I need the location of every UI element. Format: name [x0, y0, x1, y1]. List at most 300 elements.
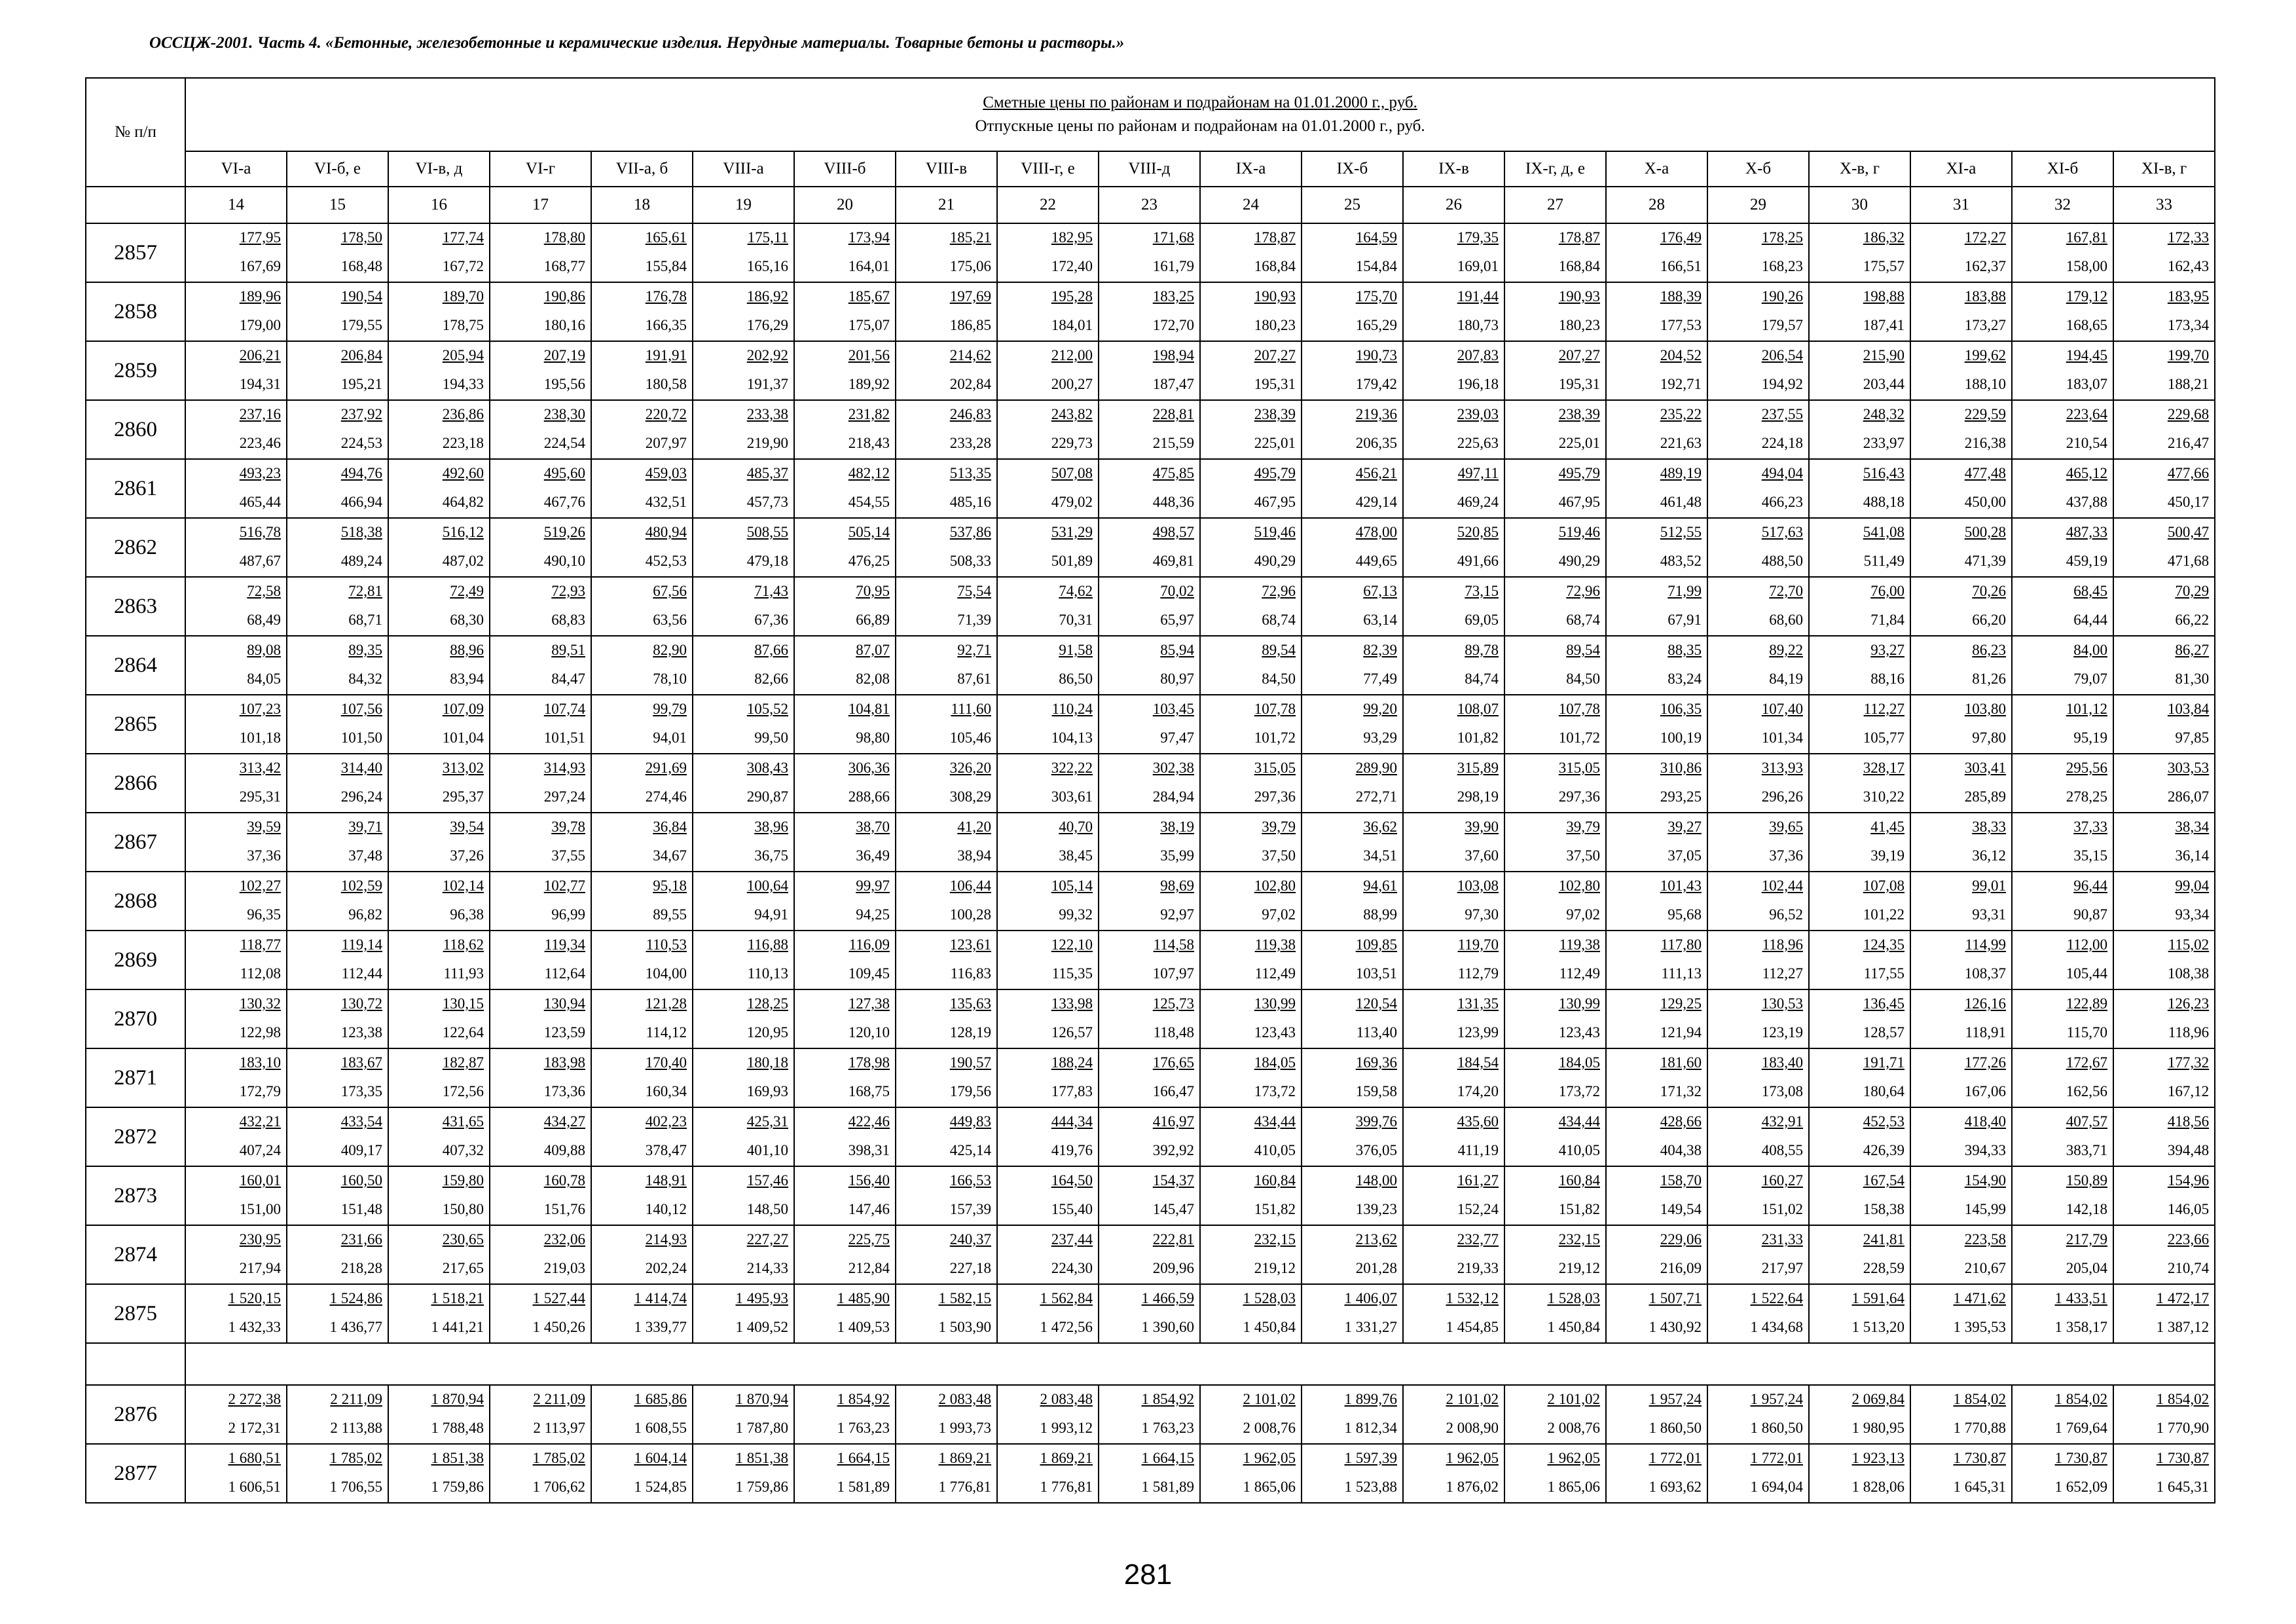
- wholesale-price: 2 113,97: [533, 1420, 585, 1436]
- estimate-price: 38,70: [856, 819, 890, 835]
- wholesale-price: 1 860,50: [1750, 1420, 1803, 1436]
- estimate-price: 94,61: [1363, 877, 1397, 894]
- wholesale-price: 64,44: [2073, 612, 2107, 628]
- region-header: VIII-а: [693, 151, 794, 187]
- wholesale-price: 212,84: [848, 1260, 890, 1276]
- estimate-price: 227,27: [746, 1231, 788, 1247]
- wholesale-price: 173,72: [1254, 1083, 1296, 1099]
- estimate-price: 189,70: [442, 288, 484, 304]
- estimate-price: 84,00: [2073, 642, 2107, 658]
- estimate-price: 130,53: [1761, 995, 1803, 1012]
- wholesale-price: 448,36: [1152, 494, 1194, 510]
- wholesale-price: 192,71: [1660, 376, 1702, 392]
- wholesale-price: 70,31: [1059, 612, 1093, 628]
- wholesale-price: 97,02: [1262, 906, 1296, 923]
- wholesale-price: 1 763,23: [837, 1420, 890, 1436]
- region-header-row: [86, 151, 2215, 187]
- price-cell: [1606, 400, 1707, 459]
- wholesale-price: 123,99: [1457, 1024, 1499, 1041]
- estimate-price: 188,39: [1660, 288, 1702, 304]
- estimate-price: 191,71: [1863, 1054, 1904, 1071]
- estimate-price: 1 527,44: [532, 1290, 585, 1306]
- wholesale-price: 219,90: [746, 435, 788, 451]
- estimate-price: 231,66: [340, 1231, 382, 1247]
- estimate-price: 195,28: [1051, 288, 1093, 304]
- estimate-price: 175,70: [1355, 288, 1397, 304]
- price-cell: [896, 931, 997, 989]
- estimate-price: 178,50: [340, 229, 382, 246]
- wholesale-price: 123,43: [1254, 1024, 1296, 1041]
- price-cell: [1910, 813, 2012, 872]
- table-row: [86, 1284, 2215, 1343]
- price-cell: [490, 282, 591, 341]
- wholesale-price: 1 434,68: [1750, 1319, 1803, 1335]
- estimate-price: 236,86: [442, 406, 484, 422]
- wholesale-price: 450,17: [2167, 494, 2210, 510]
- wholesale-price: 142,18: [2066, 1201, 2107, 1217]
- estimate-price: 1 562,84: [1040, 1290, 1093, 1306]
- wholesale-price: 1 759,86: [431, 1479, 484, 1495]
- price-cell: [591, 636, 693, 695]
- wholesale-price: 297,36: [1254, 788, 1296, 805]
- estimate-price: 99,79: [653, 701, 687, 717]
- table-row: [86, 282, 2215, 341]
- price-cell: [287, 1166, 388, 1225]
- price-cell: [388, 1225, 490, 1284]
- price-cell: [1302, 341, 1403, 400]
- estimate-price: 512,55: [1660, 524, 1702, 540]
- wholesale-price: 147,46: [848, 1201, 890, 1217]
- price-cell: [794, 1385, 896, 1444]
- price-cell: [1200, 1166, 1302, 1225]
- estimate-price: 1 406,07: [1344, 1290, 1397, 1306]
- estimate-price: 148,00: [1355, 1172, 1397, 1189]
- estimate-price: 156,40: [848, 1172, 890, 1189]
- price-cell: [185, 341, 287, 400]
- wholesale-price: 103,51: [1355, 965, 1397, 982]
- price-cell: [1403, 813, 1504, 872]
- wholesale-price: 1 441,21: [431, 1319, 484, 1335]
- wholesale-price: 426,39: [1863, 1142, 1904, 1158]
- wholesale-price: 229,73: [1051, 435, 1093, 451]
- price-cell: [1099, 931, 1200, 989]
- price-cell: [490, 577, 591, 636]
- wholesale-price: 489,24: [340, 553, 382, 569]
- wholesale-price: 108,38: [2167, 965, 2210, 982]
- price-cell: [1403, 400, 1504, 459]
- wholesale-price: 216,47: [2167, 435, 2210, 451]
- wholesale-price: 160,34: [645, 1083, 687, 1099]
- wholesale-price: 104,13: [1051, 729, 1093, 746]
- wholesale-price: 191,37: [746, 376, 788, 392]
- wholesale-price: 180,23: [1254, 317, 1296, 333]
- price-cell: [896, 872, 997, 931]
- wholesale-price: 205,04: [2066, 1260, 2107, 1276]
- wholesale-price: 117,55: [1863, 965, 1904, 982]
- wholesale-price: 69,05: [1465, 612, 1499, 628]
- price-cell: [1707, 577, 1809, 636]
- wholesale-price: 1 472,56: [1040, 1319, 1093, 1335]
- wholesale-price: 122,98: [239, 1024, 281, 1041]
- price-cell: [896, 400, 997, 459]
- price-cell: [185, 282, 287, 341]
- estimate-price: 36,84: [653, 819, 687, 835]
- price-cell: [896, 1166, 997, 1225]
- price-cell: [693, 518, 794, 577]
- price-cell: [1707, 1225, 1809, 1284]
- estimate-price: 179,12: [2066, 288, 2107, 304]
- wholesale-price: 108,37: [1964, 965, 2006, 982]
- estimate-price: 198,88: [1863, 288, 1904, 304]
- wholesale-price: 207,97: [645, 435, 687, 451]
- estimate-price: 190,54: [340, 288, 382, 304]
- price-cell: [896, 1385, 997, 1444]
- price-cell: [1606, 872, 1707, 931]
- wholesale-price: 65,97: [1160, 612, 1194, 628]
- wholesale-price: 94,91: [754, 906, 788, 923]
- estimate-price: 122,10: [1051, 936, 1093, 953]
- estimate-price: 189,96: [239, 288, 281, 304]
- estimate-price: 161,27: [1457, 1172, 1499, 1189]
- wholesale-price: 95,68: [1667, 906, 1702, 923]
- table-section-separator: [86, 1343, 2215, 1385]
- estimate-price: 478,00: [1355, 524, 1397, 540]
- estimate-price: 416,97: [1152, 1113, 1194, 1130]
- estimate-price: 1 471,62: [1953, 1290, 2006, 1306]
- price-cell: [1910, 1444, 2012, 1503]
- estimate-price: 91,58: [1059, 642, 1093, 658]
- wholesale-price: 93,31: [1972, 906, 2006, 923]
- estimate-price: 183,40: [1761, 1054, 1803, 1071]
- wholesale-price: 122,64: [442, 1024, 484, 1041]
- table-row: [86, 223, 2215, 282]
- price-cell: [997, 872, 1099, 931]
- price-cell: [693, 1385, 794, 1444]
- estimate-price: 102,14: [442, 877, 484, 894]
- price-cell: [591, 872, 693, 931]
- price-cell: [1809, 1385, 1910, 1444]
- wholesale-price: 167,72: [442, 258, 484, 274]
- price-cell: [1403, 1048, 1504, 1107]
- price-cell: [1504, 931, 1606, 989]
- price-cell: [490, 1284, 591, 1343]
- estimate-price: 159,80: [442, 1172, 484, 1189]
- wholesale-price: 219,03: [543, 1260, 585, 1276]
- wholesale-price: 224,53: [340, 435, 382, 451]
- wholesale-price: 84,50: [1566, 671, 1600, 687]
- row-number: 2873: [86, 1166, 185, 1225]
- estimate-price: 88,96: [450, 642, 484, 658]
- price-cell: [1809, 282, 1910, 341]
- price-cell: [1099, 518, 1200, 577]
- wholesale-price: 308,29: [949, 788, 991, 805]
- wholesale-price: 217,97: [1761, 1260, 1803, 1276]
- wholesale-price: 159,58: [1355, 1083, 1397, 1099]
- wholesale-price: 179,55: [340, 317, 382, 333]
- estimate-price: 494,76: [340, 465, 382, 481]
- wholesale-price: 1 980,95: [1851, 1420, 1904, 1436]
- wholesale-price: 2 113,88: [330, 1420, 382, 1436]
- estimate-price: 1 962,05: [1243, 1450, 1296, 1466]
- wholesale-price: 96,38: [450, 906, 484, 923]
- wholesale-price: 1 387,12: [2156, 1319, 2210, 1335]
- price-cell: [1910, 1166, 2012, 1225]
- wholesale-price: 1 409,53: [837, 1319, 890, 1335]
- wholesale-price: 461,48: [1660, 494, 1702, 510]
- estimate-price: 520,85: [1457, 524, 1499, 540]
- price-cell: [1606, 1166, 1707, 1225]
- wholesale-price: 223,46: [239, 435, 281, 451]
- price-cell: [2012, 754, 2113, 813]
- wholesale-price: 68,74: [1566, 612, 1600, 628]
- estimate-price: 207,27: [1558, 347, 1600, 363]
- estimate-price: 176,65: [1152, 1054, 1194, 1071]
- estimate-price: 1 869,21: [1040, 1450, 1093, 1466]
- wholesale-price: 83,24: [1667, 671, 1702, 687]
- price-cell: [1302, 1107, 1403, 1166]
- price-cell: [185, 459, 287, 518]
- price-cell: [490, 1166, 591, 1225]
- wholesale-price: 1 358,17: [2054, 1319, 2107, 1335]
- wholesale-price: 184,01: [1051, 317, 1093, 333]
- price-cell: [1504, 282, 1606, 341]
- estimate-price: 237,55: [1761, 406, 1803, 422]
- row-number: 2867: [86, 813, 185, 872]
- price-cell: [997, 1385, 1099, 1444]
- estimate-price: 96,44: [2073, 877, 2107, 894]
- price-cell: [1099, 1107, 1200, 1166]
- estimate-price: 118,62: [443, 936, 484, 953]
- wholesale-price: 1 788,48: [431, 1420, 484, 1436]
- estimate-price: 121,28: [645, 995, 687, 1012]
- table-row: [86, 872, 2215, 931]
- price-cell: [2113, 1107, 2215, 1166]
- wholesale-price: 176,29: [746, 317, 788, 333]
- wholesale-price: 457,73: [746, 494, 788, 510]
- price-cell: [1099, 282, 1200, 341]
- estimate-price: 1 851,38: [431, 1450, 484, 1466]
- wholesale-price: 2 008,90: [1446, 1420, 1499, 1436]
- price-cell: [185, 1107, 287, 1166]
- price-cell: [693, 400, 794, 459]
- wholesale-price: 139,23: [1355, 1201, 1397, 1217]
- price-cell: [287, 1048, 388, 1107]
- estimate-price: 72,81: [348, 583, 382, 599]
- table-body-extra: [86, 1385, 2215, 1503]
- estimate-price: 181,60: [1660, 1054, 1702, 1071]
- price-cell: [1910, 1048, 2012, 1107]
- region-header: VII-а, б: [591, 151, 693, 187]
- price-cell: [591, 1166, 693, 1225]
- price-cell: [1606, 1048, 1707, 1107]
- price-cell: [1504, 518, 1606, 577]
- price-cell: [2012, 636, 2113, 695]
- wholesale-price: 1 339,77: [634, 1319, 687, 1335]
- estimate-price: 206,21: [239, 347, 281, 363]
- estimate-price: 2 211,09: [330, 1391, 382, 1407]
- estimate-price: 212,00: [1051, 347, 1093, 363]
- wholesale-price: 90,87: [2073, 906, 2107, 923]
- region-header: IX-в: [1403, 151, 1504, 187]
- estimate-price: 133,98: [1051, 995, 1093, 1012]
- estimate-price: 308,43: [746, 760, 788, 776]
- estimate-price: 102,44: [1761, 877, 1803, 894]
- price-cell: [1200, 931, 1302, 989]
- wholesale-price: 2 008,76: [1547, 1420, 1600, 1436]
- region-header: VI-а: [185, 151, 287, 187]
- price-cell: [388, 282, 490, 341]
- estimate-price: 183,98: [543, 1054, 585, 1071]
- wholesale-price: 425,14: [949, 1142, 991, 1158]
- price-cell: [997, 1166, 1099, 1225]
- estimate-price: 130,15: [442, 995, 484, 1012]
- wholesale-price: 71,39: [957, 612, 991, 628]
- estimate-price: 541,08: [1863, 524, 1904, 540]
- price-cell: [1707, 459, 1809, 518]
- estimate-price: 176,49: [1660, 229, 1702, 246]
- estimate-price: 67,13: [1363, 583, 1397, 599]
- wholesale-price: 217,65: [442, 1260, 484, 1276]
- estimate-price: 186,32: [1863, 229, 1904, 246]
- estimate-price: 1 604,14: [634, 1450, 687, 1466]
- wholesale-price: 511,49: [1863, 553, 1904, 569]
- estimate-price: 217,79: [2066, 1231, 2107, 1247]
- estimate-price: 456,21: [1355, 465, 1397, 481]
- estimate-price: 2 083,48: [1040, 1391, 1093, 1407]
- price-cell: [1403, 695, 1504, 754]
- estimate-price: 72,49: [450, 583, 484, 599]
- price-cell: [1099, 400, 1200, 459]
- wholesale-price: 274,46: [645, 788, 687, 805]
- price-cell: [1099, 754, 1200, 813]
- wholesale-price: 179,57: [1761, 317, 1803, 333]
- estimate-price: 190,57: [949, 1054, 991, 1071]
- estimate-price: 107,74: [543, 701, 585, 717]
- price-cell: [1707, 636, 1809, 695]
- estimate-price: 1 730,87: [1953, 1450, 2006, 1466]
- price-cell: [2113, 577, 2215, 636]
- wholesale-price: 148,50: [746, 1201, 788, 1217]
- wholesale-price: 1 395,53: [1953, 1319, 2006, 1335]
- wholesale-price: 93,29: [1363, 729, 1397, 746]
- wholesale-price: 1 993,12: [1040, 1420, 1093, 1436]
- wholesale-price: 87,61: [957, 671, 991, 687]
- wholesale-price: 98,80: [856, 729, 890, 746]
- wholesale-price: 126,57: [1051, 1024, 1093, 1041]
- wholesale-price: 162,37: [1964, 258, 2006, 274]
- table-row: [86, 1107, 2215, 1166]
- price-cell: [1910, 1225, 2012, 1284]
- estimate-price: 160,84: [1254, 1172, 1296, 1189]
- estimate-price: 135,63: [949, 995, 991, 1012]
- price-cell: [997, 813, 1099, 872]
- estimate-price: 432,91: [1761, 1113, 1803, 1130]
- estimate-price: 2 083,48: [938, 1391, 991, 1407]
- estimate-price: 1 582,15: [938, 1290, 991, 1306]
- price-cell: [1504, 754, 1606, 813]
- wholesale-price: 112,49: [1254, 965, 1296, 982]
- estimate-price: 87,66: [754, 642, 788, 658]
- row-number: 2875: [86, 1284, 185, 1343]
- wholesale-price: 179,56: [949, 1083, 991, 1099]
- estimate-price: 219,36: [1355, 406, 1397, 422]
- estimate-price: 99,97: [856, 877, 890, 894]
- wholesale-price: 81,26: [1972, 671, 2006, 687]
- estimate-price: 102,59: [340, 877, 382, 894]
- estimate-price: 444,34: [1051, 1113, 1093, 1130]
- wholesale-price: 167,06: [1964, 1083, 2006, 1099]
- region-header: IX-б: [1302, 151, 1403, 187]
- wholesale-price: 112,44: [341, 965, 382, 982]
- wholesale-price: 63,14: [1363, 612, 1397, 628]
- estimate-price: 313,42: [239, 760, 281, 776]
- estimate-price: 118,77: [240, 936, 281, 953]
- wholesale-price: 166,35: [645, 317, 687, 333]
- row-number: 2871: [86, 1048, 185, 1107]
- estimate-price: 116,09: [848, 936, 890, 953]
- wholesale-price: 112,08: [240, 965, 281, 982]
- price-cell: [185, 989, 287, 1048]
- price-cell: [1403, 1385, 1504, 1444]
- column-number-row: [86, 187, 2215, 223]
- estimate-price: 1 528,03: [1243, 1290, 1296, 1306]
- region-header: XI-б: [2012, 151, 2113, 187]
- wholesale-price: 218,28: [340, 1260, 382, 1276]
- estimate-price: 38,96: [754, 819, 788, 835]
- price-cell: [1809, 518, 1910, 577]
- wholesale-price: 1 608,55: [634, 1420, 687, 1436]
- wholesale-price: 101,51: [543, 729, 585, 746]
- price-cell: [490, 989, 591, 1048]
- estimate-price: 492,60: [442, 465, 484, 481]
- price-cell: [1302, 1284, 1403, 1343]
- estimate-price: 130,99: [1558, 995, 1600, 1012]
- estimate-price: 434,44: [1254, 1113, 1296, 1130]
- price-cell: [1403, 636, 1504, 695]
- estimate-price: 477,66: [2167, 465, 2210, 481]
- estimate-price: 111,60: [951, 701, 991, 717]
- price-cell: [287, 577, 388, 636]
- estimate-price: 1 664,15: [1141, 1450, 1194, 1466]
- price-cell: [997, 1444, 1099, 1503]
- estimate-price: 507,08: [1051, 465, 1093, 481]
- wholesale-price: 210,67: [1964, 1260, 2006, 1276]
- wholesale-price: 186,85: [949, 317, 991, 333]
- column-number: 27: [1504, 187, 1606, 223]
- rownum-header: № п/п: [86, 78, 185, 187]
- price-cell: [1403, 754, 1504, 813]
- column-number: 30: [1809, 187, 1910, 223]
- estimate-price: 495,79: [1254, 465, 1296, 481]
- price-table: [85, 77, 2215, 1504]
- wholesale-price: 164,01: [848, 258, 890, 274]
- wholesale-price: 151,48: [340, 1201, 382, 1217]
- price-cell: [2113, 931, 2215, 989]
- price-cell: [1403, 223, 1504, 282]
- wholesale-price: 394,48: [2167, 1142, 2210, 1158]
- wholesale-price: 303,61: [1051, 788, 1093, 805]
- estimate-price: 240,37: [949, 1231, 991, 1247]
- estimate-price: 310,86: [1660, 760, 1702, 776]
- estimate-price: 114,99: [1965, 936, 2006, 953]
- estimate-price: 130,32: [239, 995, 281, 1012]
- estimate-price: 89,35: [348, 642, 382, 658]
- wholesale-price: 97,47: [1160, 729, 1194, 746]
- estimate-price: 1 854,02: [1953, 1391, 2006, 1407]
- table-row: [86, 577, 2215, 636]
- wholesale-price: 88,16: [1870, 671, 1904, 687]
- wholesale-price: 219,12: [1254, 1260, 1296, 1276]
